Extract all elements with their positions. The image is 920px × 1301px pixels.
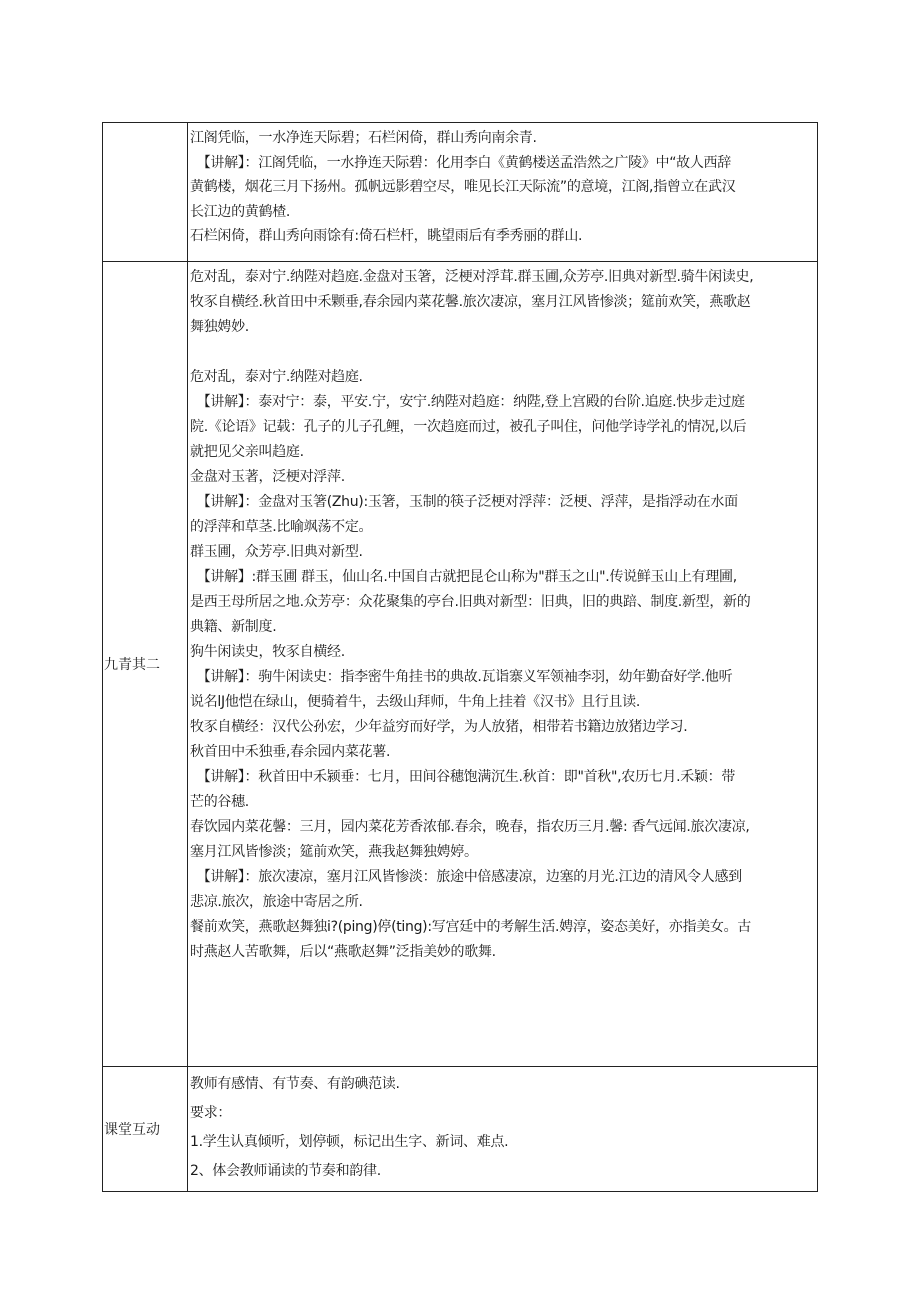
text-line: 【讲解】：江阁凭临，一水挣连天际碧：化用李白《黄鹤楼送孟浩然之广陵》中“故人西辞 <box>190 154 731 171</box>
row-label: 九青其二 <box>103 262 188 1067</box>
text-line: 院.《论语》记载：孔子的儿子孔鲤，一次趋庭而过，被孔子叫住，问他学诗学礼的情况,以后 <box>190 419 747 435</box>
table-row <box>103 1067 818 1192</box>
text-line: 危对乱，泰对宁.纳陛对趋庭.金盘对玉箸，泛梗对浮茸.群玉圃,众芳亭.旧典对新型.骑牛闲读史, <box>190 269 754 285</box>
text-line: 石栏闲倚，群山秀向雨馀有:倚石栏杆，眺望雨后有季秀丽的群山. <box>190 228 583 244</box>
text-line: 秋首田中禾独垂,春余园内菜花薯. <box>190 744 391 760</box>
row-label: 课堂互动 <box>103 1067 188 1192</box>
text-line: 【讲解】：秋首田中禾颍垂：七月，田间谷穗饱满沉生.秋首：即"首秋",农历七月.禾颖：带 <box>190 769 736 785</box>
text-line: 芒的谷穗. <box>190 794 249 810</box>
row-content <box>188 1067 818 1192</box>
lesson-table <box>102 122 818 1192</box>
text-line: 群玉圃，众芳亭.旧典对新型. <box>190 544 363 560</box>
text-line: 黄鹤楼，烟花三月下扬州。孤帆远影碧空尽，唯见长江天际流”的意境，江阁,指曾立在武汉 <box>190 179 736 195</box>
blank-line <box>190 340 815 365</box>
text-line: 【讲解】：旅次凄凉，塞月江风皆惨淡：旅途中倍感凄凉，边塞的月光.江边的清风令人感到 <box>190 869 742 885</box>
text-line: 狗牛闲读史，牧豕自横经. <box>190 644 345 660</box>
text-line: 要求： <box>190 1105 232 1121</box>
text-line: 塞月江风皆惨淡；筵前欢笑，燕我赵舞独娉婷。 <box>190 844 478 860</box>
text-line: 悲凉.旅次，旅途中寄居之所. <box>190 894 363 910</box>
text-line: 是西王母所居之地.众芳亭：众花聚集的亭台.旧典对新型：旧典，旧的典踣、制度.新型，新的 <box>190 594 751 610</box>
text-line: 舞独娉妙. <box>190 319 249 335</box>
text-line: 春饮园内菜花馨：三月，园内菜花芳香浓郁.春余，晚春，指农历三月.馨: 香气远闻.旅次凄凉, <box>190 819 750 835</box>
text-line: 1.学生认真倾听，划停顿，标记出生字、新词、难点. <box>190 1134 509 1150</box>
text-line: 时燕赵人苦歌舞，后以“燕歌赵舞”泛指美妙的歌舞. <box>190 944 496 960</box>
text-line: 2、体会教师诵读的节奏和韵律. <box>190 1163 381 1179</box>
text-line: 牧豕自横经.秋首田中禾颗垂,春余园内菜花馨.旅次凄凉，塞月江风皆惨淡；筵前欢笑，燕歌赵 <box>190 294 751 310</box>
row-label <box>103 123 188 262</box>
table-row <box>103 123 818 262</box>
text-line: 危对乱，泰对宁.纳陛对趋庭. <box>190 369 363 385</box>
text-line: 江阁凭临，一水净连天际碧；石栏闲倚，群山秀向南余青. <box>190 130 537 146</box>
text-line: 餐前欢笑，燕歌赵舞独i?(ping)停(ting):写宫廷中的考解生活.娉淳，姿态美好，亦指美女。古 <box>190 919 752 935</box>
text-line: 长江边的黄鹤楂. <box>190 203 291 220</box>
text-line: 教师有感情、有节奏、有韵碘范读. <box>190 1076 400 1092</box>
text-line: 的浮萍和草茎.比喻飒荡不定。 <box>190 519 373 535</box>
text-line: 典籍、新制度. <box>190 619 277 635</box>
text-line: 【讲解】：泰对宁：泰，平安.宁，安宁.纳陛对趋庭：纳陛,登上宫殿的台阶.追庭.快步走过庭 <box>190 394 745 410</box>
row-content <box>188 123 818 262</box>
text-line: 说名lJ他恺在绿山，便骑着牛，去级山拜师，牛角上挂着《汉书》且行且读. <box>190 694 640 710</box>
text-line: 【讲解】：驹牛闲读史：指李密牛角挂书的典故.瓦诣寨义军领袖李羽，幼年勤奋好学.他听 <box>190 669 733 685</box>
text-line: 金盘对玉著，泛梗对浮萍. <box>190 469 345 485</box>
text-line: 【讲解】：金盘对玉箸(Zhu):玉箸，玉制的筷子泛梗对浮萍：泛梗、浮萍，是指浮动在水面 <box>190 494 738 510</box>
text-line: 牧豕自横经：汉代公孙宏，少年益穷而好学，为人放猪，相带若书籍边放猪边学习. <box>190 719 688 735</box>
table-row <box>103 262 818 1067</box>
text-line: 【讲解】:群玉圃 群玉，仙山名.中国自古就把昆仑山称为"群玉之山".传说鲜玉山上有理圃, <box>190 569 737 585</box>
text-line: 就把见父亲叫趋庭. <box>190 444 304 460</box>
row-content <box>188 262 818 1067</box>
